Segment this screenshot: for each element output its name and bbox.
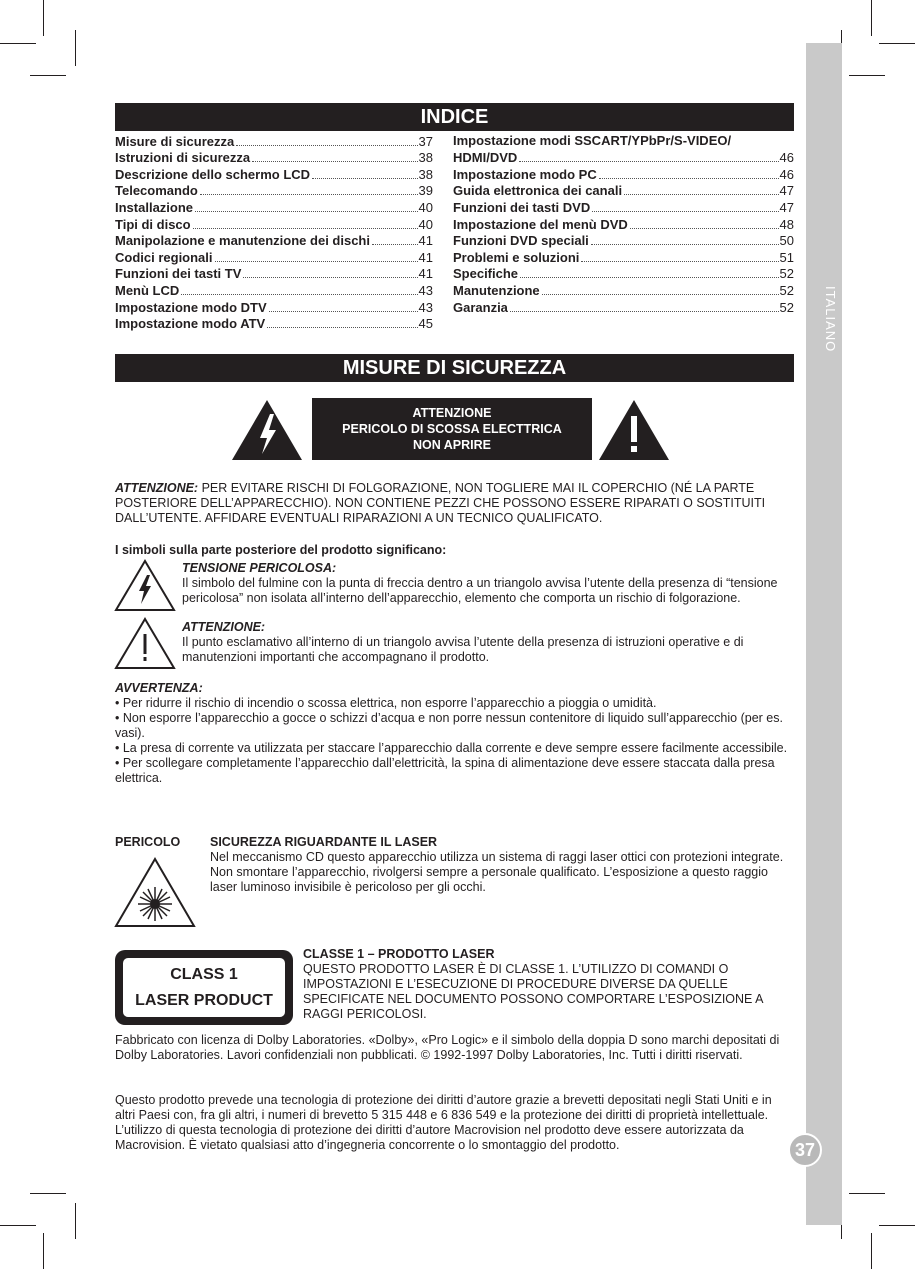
toc-leader-dots bbox=[581, 261, 778, 262]
voltage-title: TENSIONE PERICOLOSA: bbox=[182, 561, 337, 575]
toc-entry-page: 40 bbox=[418, 216, 433, 232]
toc-entry-label: Garanzia bbox=[453, 299, 508, 315]
toc-entry[interactable] bbox=[453, 150, 794, 167]
toc-entry-label: Misure di sicurezza bbox=[115, 133, 235, 149]
toc-leader-dots bbox=[252, 161, 417, 162]
laser-warning-icon bbox=[114, 857, 196, 928]
toc-leader-dots bbox=[519, 161, 778, 162]
crop-mark bbox=[75, 30, 76, 66]
toc-entry[interactable] bbox=[453, 166, 794, 183]
crop-mark bbox=[43, 1233, 44, 1269]
laser-safety-text bbox=[210, 835, 792, 895]
toc-entry-page: 45 bbox=[418, 316, 433, 332]
laser-title: SICUREZZA RIGUARDANTE IL LASER bbox=[210, 835, 438, 849]
warning-box-line: ATTENZIONE bbox=[412, 406, 492, 420]
voltage-text: Il simbolo del fulmine con la punta di freccia dentro a un triangolo avvisa l’utente della presenza di “tensione pericolosa” non isolata all’interno dell’apparecchio, elemento che comporta un rischio di folgorazione. bbox=[182, 576, 778, 605]
toc-leader-dots bbox=[542, 294, 779, 295]
toc-entry-label: Descrizione dello schermo LCD bbox=[115, 166, 311, 182]
symbols-heading: I simboli sulla parte posteriore del prodotto significano: bbox=[115, 543, 447, 557]
crop-mark bbox=[871, 0, 872, 36]
toc-entry[interactable] bbox=[115, 150, 433, 167]
laser-description: Nel meccanismo CD questo apparecchio utilizza un sistema di raggi laser ottici con protezioni integrate. Non smontare l’apparecchio, rivolgersi sempre a personale qualificato. L’esposizione a questo raggio laser luminoso invisibile è pericoloso per gli occhi. bbox=[210, 850, 784, 894]
crop-mark bbox=[30, 75, 66, 76]
toc-entry-page: 52 bbox=[779, 282, 794, 298]
avvertenza-title: AVVERTENZA: bbox=[115, 681, 203, 695]
voltage-description bbox=[182, 561, 792, 606]
toc-entry-page: 38 bbox=[418, 166, 433, 182]
toc-entry[interactable] bbox=[453, 233, 794, 250]
toc-entry-label: Tipi di disco bbox=[115, 216, 191, 232]
toc-entry[interactable] bbox=[453, 216, 794, 233]
toc-entry-page: 43 bbox=[418, 282, 433, 298]
toc-entry[interactable] bbox=[115, 166, 433, 183]
toc-right-column bbox=[453, 133, 794, 316]
toc-leader-dots bbox=[269, 311, 418, 312]
crop-mark bbox=[879, 1225, 915, 1226]
toc-entry-page: 43 bbox=[418, 299, 433, 315]
macrovision-paragraph: Questo prodotto prevede una tecnologia di protezione dei diritti d’autore grazie a brevetti depositati negli Stati Uniti e in altri Paesi con, fra gli altri, i numeri di brevetto 5 315 448 e 6 836 549 e la protezione dei diritti di proprietà intellettuale. L’utilizzo di questa tecnologia di protezione dei diritti d’autore Macrovision nel prodotto deve essere autorizzata da Macrovision. È vietato qualsiasi atto d’ingegneria concorrente o lo smontaggio del prodotto. bbox=[115, 1093, 772, 1152]
danger-label: PERICOLO bbox=[115, 835, 181, 849]
toc-entry-label: Codici regionali bbox=[115, 249, 213, 265]
toc-entry[interactable] bbox=[115, 316, 433, 333]
toc-entry[interactable] bbox=[115, 233, 433, 250]
toc-entry-label: Manipolazione e manutenzione dei dischi bbox=[115, 233, 370, 249]
avvertenza-item: • Non esporre l’apparecchio a gocce o schizzi d’acqua e non porre nessun contenitore di liquido sull’apparecchio (per es. vasi). bbox=[115, 711, 783, 740]
toc-entry-label: Impostazione modo PC bbox=[453, 166, 597, 182]
toc-entry-label: Telecomando bbox=[115, 183, 198, 199]
lightning-symbol-icon bbox=[114, 559, 176, 612]
toc-entry[interactable] bbox=[453, 249, 794, 266]
crop-mark bbox=[75, 1203, 76, 1239]
toc-entry-label: HDMI/DVD bbox=[453, 150, 518, 166]
toc-entry-page: 41 bbox=[418, 266, 433, 282]
language-side-tab bbox=[806, 43, 842, 1225]
toc-entry-page: 37 bbox=[418, 133, 433, 149]
toc-leader-dots bbox=[267, 327, 417, 328]
toc-leader-dots bbox=[599, 178, 779, 179]
toc-leader-dots bbox=[372, 244, 418, 245]
toc-entry-page: 41 bbox=[418, 233, 433, 249]
crop-mark bbox=[0, 1225, 36, 1226]
crop-mark bbox=[849, 75, 885, 76]
toc-entry-page: 52 bbox=[779, 299, 794, 315]
toc-leader-dots bbox=[236, 145, 417, 146]
exclamation-warning-icon bbox=[597, 398, 671, 462]
toc-entry-label: Funzioni DVD speciali bbox=[453, 233, 589, 249]
toc-entry-label: Installazione bbox=[115, 199, 194, 215]
toc-entry-label: Impostazione modo DTV bbox=[115, 299, 267, 315]
toc-entry[interactable] bbox=[453, 199, 794, 216]
toc-leader-dots bbox=[215, 261, 418, 262]
avvertenza-item: • Per ridurre il rischio di incendio o scossa elettrica, non esporre l’apparecchio a pioggia o umidità. bbox=[115, 696, 657, 710]
language-label: ITALIANO bbox=[823, 286, 838, 353]
toc-entry-page: 47 bbox=[779, 183, 794, 199]
toc-entry-page: 48 bbox=[779, 216, 794, 232]
toc-leader-dots bbox=[195, 211, 418, 212]
toc-entry-label: Funzioni dei tasti TV bbox=[115, 266, 242, 282]
toc-leader-dots bbox=[591, 244, 779, 245]
avvertenza-item: • La presa di corrente va utilizzata per staccare l’apparecchio dalla corrente e deve sempre essere facilmente accessibile. bbox=[115, 741, 788, 755]
crop-mark bbox=[879, 43, 915, 44]
avvertenza-item: • Per scollegare completamente l’apparecchio dall’elettricità, la spina di alimentazione deve essere staccata dalla presa elettrica. bbox=[115, 756, 775, 785]
toc-entry[interactable] bbox=[115, 266, 433, 283]
toc-entry-page: 47 bbox=[779, 199, 794, 215]
toc-leader-dots bbox=[243, 277, 417, 278]
toc-leader-dots bbox=[510, 311, 779, 312]
safety-title: MISURE DI SICUREZZA bbox=[115, 354, 794, 382]
toc-entry[interactable] bbox=[453, 299, 794, 316]
toc-entry-label: Manutenzione bbox=[453, 282, 540, 298]
exclamation-symbol-icon bbox=[114, 617, 176, 670]
toc-entry-page: 39 bbox=[418, 183, 433, 199]
toc-entry-page: 38 bbox=[418, 150, 433, 166]
attention-text: PER EVITARE RISCHI DI FOLGORAZIONE, NON TOGLIERE MAI IL COPERCHIO (NÉ LA PARTE POSTERIORE DELL’APPARECCHIO). NON CONTIENE PEZZI CHE POSSONO ESSERE RIPARATI O SOSTITUITI DALL’UTENTE. AFFIDARE EVENTUALI RIPARAZIONI A UN TECNICO QUALIFICATO. bbox=[115, 481, 766, 525]
dolby-paragraph: Fabbricato con licenza di Dolby Laboratories. «Dolby», «Pro Logic» e il simbolo della doppia D sono marchi depositati di Dolby Laboratories. Lavori confidenziali non pubblicati. © 1992-1997 Dolby Laboratories, Inc. Tutti i diritti riservati. bbox=[115, 1033, 780, 1062]
toc-leader-dots bbox=[630, 228, 779, 229]
toc-entry[interactable] bbox=[115, 199, 433, 216]
toc-entry-label: Impostazione modi SSCART/YPbPr/S-VIDEO/ bbox=[453, 133, 732, 148]
toc-entry[interactable] bbox=[115, 133, 433, 150]
shock-warning-box bbox=[312, 398, 592, 460]
exclamation-text: Il punto esclamativo all’interno di un triangolo avvisa l’utente della presenza di istruzioni operative e di manutenzioni importanti che accompagnano il prodotto. bbox=[182, 635, 744, 664]
crop-mark bbox=[43, 0, 44, 36]
toc-entry-label: Funzioni dei tasti DVD bbox=[453, 199, 591, 215]
toc-entry-page: 52 bbox=[779, 266, 794, 282]
toc-entry-label: Impostazione modo ATV bbox=[115, 316, 266, 332]
warning-box-line: PERICOLO DI SCOSSA ELECTTRICA bbox=[342, 422, 562, 436]
exclamation-description bbox=[182, 620, 792, 665]
crop-mark bbox=[871, 1233, 872, 1269]
class1-text bbox=[303, 947, 791, 1022]
toc-entry-page: 51 bbox=[779, 249, 794, 265]
toc-leader-dots bbox=[193, 228, 418, 229]
class1-title: CLASSE 1 – PRODOTTO LASER bbox=[303, 947, 495, 961]
toc-entry-label: Impostazione del menù DVD bbox=[453, 216, 628, 232]
toc-entry[interactable] bbox=[115, 216, 433, 233]
exclamation-title: ATTENZIONE: bbox=[182, 620, 266, 634]
toc-leader-dots bbox=[200, 194, 418, 195]
index-title: INDICE bbox=[115, 103, 794, 131]
toc-entry-label: Problemi e soluzioni bbox=[453, 249, 580, 265]
toc-leader-dots bbox=[181, 294, 417, 295]
toc-entry-page: 41 bbox=[418, 249, 433, 265]
toc-entry-label: Guida elettronica dei canali bbox=[453, 183, 623, 199]
toc-entry[interactable] bbox=[453, 266, 794, 283]
toc-entry-label: Menù LCD bbox=[115, 282, 180, 298]
page-number: 37 bbox=[788, 1133, 822, 1167]
toc-left-column bbox=[115, 133, 433, 332]
class1-description: QUESTO PRODOTTO LASER È DI CLASSE 1. L’UTILIZZO DI COMANDI O IMPOSTAZIONI E L’ESECUZIONE DI PROCEDURE DIVERSE DA QUELLE SPECIFICATE NEL DOCUMENTO POSSONO COMPORTARE L’ESPOSIZIONE A RAGGI PERICOLOSI. bbox=[303, 962, 763, 1021]
crop-mark bbox=[30, 1193, 66, 1194]
crop-mark bbox=[0, 43, 36, 44]
attention-lead: ATTENZIONE: bbox=[115, 481, 199, 495]
class1-laser-label bbox=[115, 950, 293, 1025]
toc-leader-dots bbox=[624, 194, 778, 195]
toc-entry[interactable] bbox=[115, 249, 433, 266]
class1-line: CLASS 1 bbox=[170, 965, 238, 983]
toc-entry[interactable] bbox=[115, 299, 433, 316]
toc-entry-page: 40 bbox=[418, 199, 433, 215]
toc-leader-dots bbox=[312, 178, 417, 179]
lightning-warning-icon bbox=[230, 398, 304, 462]
toc-entry[interactable] bbox=[453, 183, 794, 200]
toc-leader-dots bbox=[520, 277, 779, 278]
toc-leader-dots bbox=[592, 211, 778, 212]
toc-entry-page: 50 bbox=[779, 233, 794, 249]
toc-entry-page: 46 bbox=[779, 150, 794, 166]
avvertenza-section bbox=[115, 681, 791, 786]
crop-mark bbox=[849, 1193, 885, 1194]
class1-line: LASER PRODUCT bbox=[135, 991, 273, 1009]
toc-entry[interactable] bbox=[453, 282, 794, 299]
toc-entry[interactable] bbox=[115, 282, 433, 299]
toc-entry-label: Specifiche bbox=[453, 266, 519, 282]
toc-entry-page: 46 bbox=[779, 166, 794, 182]
warning-box-line: NON APRIRE bbox=[412, 438, 491, 452]
attention-paragraph bbox=[115, 481, 791, 526]
toc-entry-label: Istruzioni di sicurezza bbox=[115, 150, 251, 166]
toc-entry[interactable] bbox=[115, 183, 433, 200]
